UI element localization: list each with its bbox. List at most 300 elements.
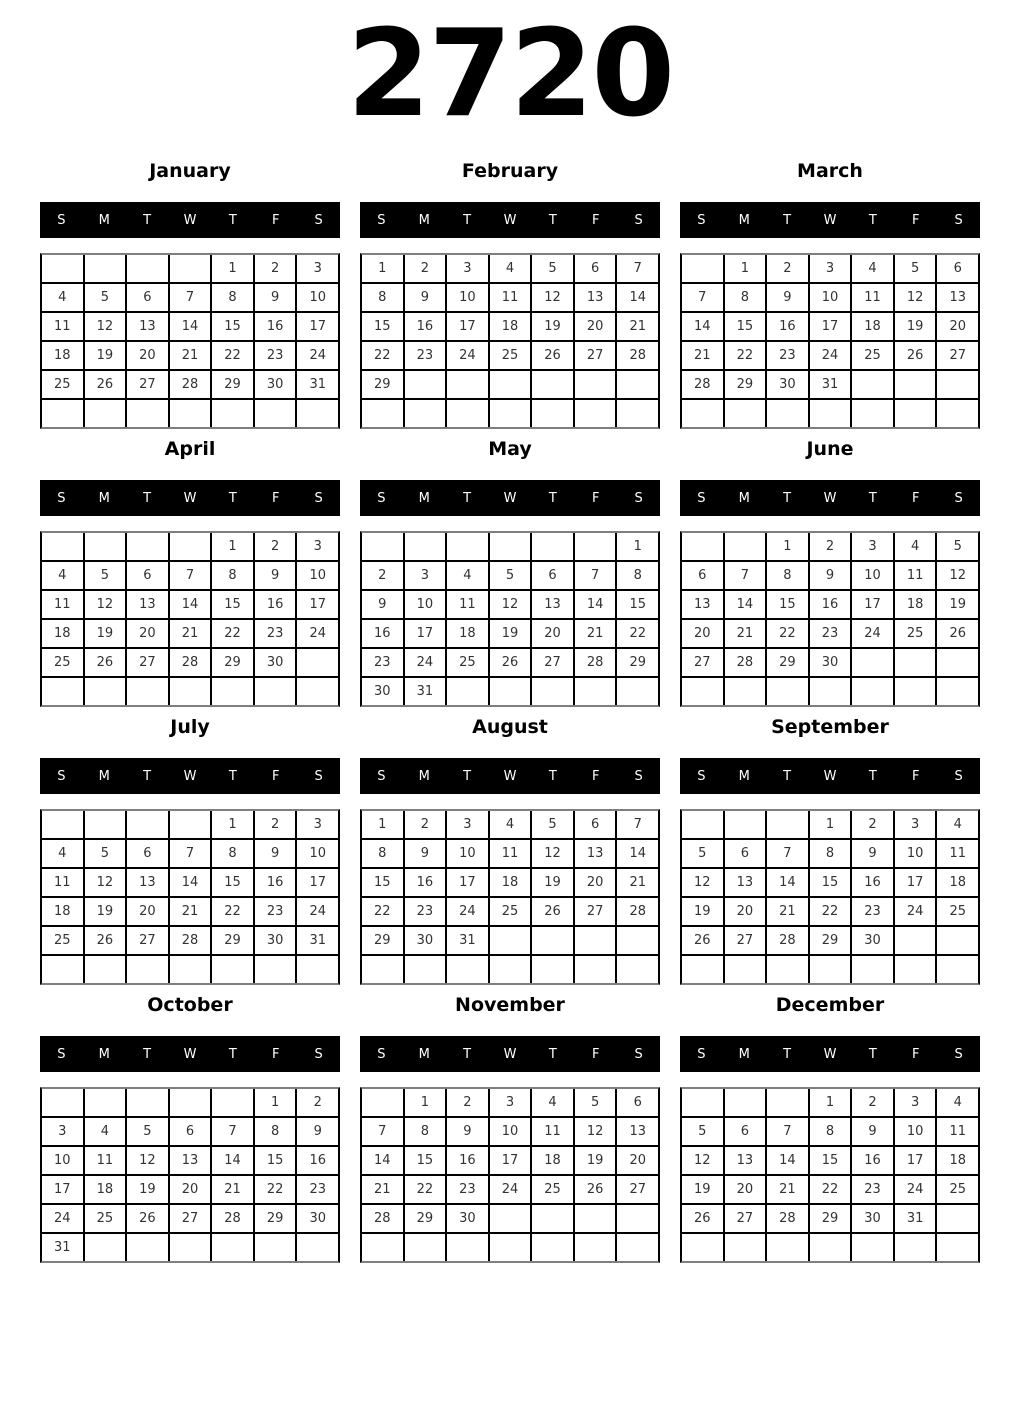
- empty-day-cell: [767, 811, 808, 838]
- day-header-cell: S: [634, 1046, 643, 1062]
- day-cell: 26: [575, 1176, 616, 1203]
- empty-day-cell: [255, 678, 296, 705]
- day-header-cell: W: [823, 768, 837, 784]
- day-cell: 4: [895, 533, 936, 560]
- day-header-bar: [360, 1036, 660, 1072]
- day-header-cell: M: [418, 212, 430, 228]
- day-cell: 19: [85, 342, 126, 369]
- day-cell: 21: [170, 342, 211, 369]
- day-cell: 8: [810, 840, 851, 867]
- day-cell: 14: [725, 591, 766, 618]
- empty-day-cell: [937, 927, 978, 954]
- day-cell: 13: [127, 869, 168, 896]
- day-cell: 10: [852, 562, 893, 589]
- day-header-cell: T: [228, 490, 237, 506]
- empty-day-cell: [767, 1234, 808, 1261]
- day-cell: 20: [617, 1147, 658, 1174]
- empty-day-cell: [682, 255, 723, 282]
- day-cell: 8: [255, 1118, 296, 1145]
- day-cell: 5: [532, 255, 573, 282]
- empty-day-cell: [297, 1234, 338, 1261]
- day-header-cell: W: [183, 1046, 197, 1062]
- day-header-cell: F: [591, 768, 600, 784]
- calendar-grid: [40, 1087, 340, 1263]
- day-cell: 19: [490, 620, 531, 647]
- day-cell: 3: [810, 255, 851, 282]
- empty-day-cell: [767, 678, 808, 705]
- day-cell: 15: [212, 313, 253, 340]
- month-block: [360, 160, 660, 429]
- day-header-cell: T: [143, 490, 152, 506]
- day-cell: 11: [490, 284, 531, 311]
- empty-day-cell: [895, 400, 936, 427]
- empty-day-cell: [852, 1234, 893, 1261]
- day-cell: 1: [362, 811, 403, 838]
- calendar-grid: [40, 531, 340, 707]
- day-cell: 16: [767, 313, 808, 340]
- empty-day-cell: [362, 1234, 403, 1261]
- day-cell: 11: [42, 591, 83, 618]
- day-cell: 30: [297, 1205, 338, 1232]
- day-header-cell: T: [228, 1046, 237, 1062]
- empty-day-cell: [42, 255, 83, 282]
- day-cell: 8: [405, 1118, 446, 1145]
- day-cell: 11: [42, 869, 83, 896]
- day-cell: 25: [447, 649, 488, 676]
- day-cell: 5: [490, 562, 531, 589]
- day-cell: 19: [937, 591, 978, 618]
- empty-day-cell: [725, 533, 766, 560]
- day-header-cell: W: [503, 490, 517, 506]
- empty-day-cell: [447, 533, 488, 560]
- day-header-cell: W: [503, 768, 517, 784]
- empty-day-cell: [362, 400, 403, 427]
- day-cell: 15: [362, 869, 403, 896]
- day-cell: 16: [405, 869, 446, 896]
- empty-day-cell: [405, 956, 446, 983]
- day-cell: 13: [170, 1147, 211, 1174]
- day-header-cell: S: [697, 212, 706, 228]
- empty-day-cell: [617, 678, 658, 705]
- day-cell: 10: [297, 284, 338, 311]
- day-cell: 6: [725, 1118, 766, 1145]
- day-header-cell: S: [697, 768, 706, 784]
- empty-day-cell: [532, 956, 573, 983]
- empty-day-cell: [85, 533, 126, 560]
- empty-day-cell: [532, 533, 573, 560]
- day-header-cell: W: [183, 490, 197, 506]
- empty-day-cell: [297, 400, 338, 427]
- empty-day-cell: [575, 1205, 616, 1232]
- empty-day-cell: [42, 678, 83, 705]
- month-title: December: [775, 994, 885, 1016]
- empty-day-cell: [937, 649, 978, 676]
- day-cell: 16: [852, 1147, 893, 1174]
- day-cell: 4: [532, 1089, 573, 1116]
- day-cell: 15: [255, 1147, 296, 1174]
- month-block: [360, 994, 660, 1263]
- day-cell: 12: [85, 313, 126, 340]
- day-cell: 27: [725, 1205, 766, 1232]
- day-cell: 17: [895, 869, 936, 896]
- empty-day-cell: [170, 956, 211, 983]
- day-cell: 16: [810, 591, 851, 618]
- day-cell: 22: [362, 898, 403, 925]
- day-cell: 6: [937, 255, 978, 282]
- day-cell: 21: [170, 898, 211, 925]
- day-cell: 13: [575, 284, 616, 311]
- day-cell: 3: [447, 255, 488, 282]
- day-cell: 29: [362, 927, 403, 954]
- day-cell: 1: [725, 255, 766, 282]
- day-header-cell: S: [377, 212, 386, 228]
- day-cell: 1: [405, 1089, 446, 1116]
- day-cell: 12: [85, 591, 126, 618]
- day-cell: 26: [937, 620, 978, 647]
- day-cell: 24: [895, 898, 936, 925]
- day-cell: 7: [617, 255, 658, 282]
- day-header-cell: S: [954, 768, 963, 784]
- day-header-cell: M: [738, 768, 750, 784]
- day-cell: 27: [127, 927, 168, 954]
- empty-day-cell: [617, 1234, 658, 1261]
- day-cell: 26: [85, 927, 126, 954]
- day-cell: 26: [85, 649, 126, 676]
- empty-day-cell: [170, 400, 211, 427]
- day-header-cell: T: [548, 212, 557, 228]
- day-cell: 18: [937, 1147, 978, 1174]
- day-cell: 30: [362, 678, 403, 705]
- day-cell: 5: [937, 533, 978, 560]
- day-cell: 3: [895, 1089, 936, 1116]
- calendar-grid: [360, 809, 660, 985]
- day-cell: 14: [362, 1147, 403, 1174]
- day-cell: 10: [297, 840, 338, 867]
- empty-day-cell: [212, 678, 253, 705]
- day-cell: 25: [937, 898, 978, 925]
- day-header-cell: S: [697, 490, 706, 506]
- day-header-cell: W: [183, 768, 197, 784]
- empty-day-cell: [895, 371, 936, 398]
- calendar-grid: [360, 253, 660, 429]
- day-header-cell: T: [463, 768, 472, 784]
- day-cell: 2: [297, 1089, 338, 1116]
- day-cell: 15: [617, 591, 658, 618]
- day-cell: 5: [575, 1089, 616, 1116]
- day-cell: 10: [447, 840, 488, 867]
- day-cell: 30: [255, 927, 296, 954]
- day-cell: 15: [810, 869, 851, 896]
- day-cell: 6: [127, 284, 168, 311]
- day-cell: 5: [895, 255, 936, 282]
- empty-day-cell: [255, 1234, 296, 1261]
- empty-day-cell: [447, 678, 488, 705]
- day-cell: 16: [852, 869, 893, 896]
- day-header-cell: T: [868, 768, 877, 784]
- day-header-bar: [680, 202, 980, 238]
- empty-day-cell: [725, 956, 766, 983]
- day-cell: 17: [297, 313, 338, 340]
- day-header-cell: T: [228, 768, 237, 784]
- day-cell: 9: [405, 284, 446, 311]
- day-cell: 31: [297, 371, 338, 398]
- empty-day-cell: [255, 956, 296, 983]
- empty-day-cell: [767, 400, 808, 427]
- empty-day-cell: [490, 956, 531, 983]
- empty-day-cell: [490, 371, 531, 398]
- day-cell: 28: [575, 649, 616, 676]
- day-header-cell: S: [57, 768, 66, 784]
- day-header-bar: [40, 758, 340, 794]
- day-cell: 11: [937, 840, 978, 867]
- day-cell: 31: [810, 371, 851, 398]
- day-cell: 15: [362, 313, 403, 340]
- day-cell: 10: [810, 284, 851, 311]
- empty-day-cell: [362, 956, 403, 983]
- day-cell: 23: [810, 620, 851, 647]
- day-cell: 1: [617, 533, 658, 560]
- day-cell: 9: [297, 1118, 338, 1145]
- day-cell: 29: [362, 371, 403, 398]
- day-cell: 26: [85, 371, 126, 398]
- day-cell: 31: [42, 1234, 83, 1261]
- day-cell: 20: [575, 869, 616, 896]
- day-header-cell: S: [954, 1046, 963, 1062]
- day-cell: 14: [575, 591, 616, 618]
- empty-day-cell: [617, 371, 658, 398]
- day-cell: 27: [617, 1176, 658, 1203]
- day-header-bar: [360, 202, 660, 238]
- day-header-cell: W: [823, 490, 837, 506]
- day-cell: 2: [852, 1089, 893, 1116]
- day-cell: 1: [767, 533, 808, 560]
- day-cell: 17: [405, 620, 446, 647]
- day-cell: 26: [532, 342, 573, 369]
- day-cell: 3: [895, 811, 936, 838]
- day-cell: 15: [212, 869, 253, 896]
- day-header-cell: S: [634, 768, 643, 784]
- day-cell: 21: [362, 1176, 403, 1203]
- day-cell: 22: [617, 620, 658, 647]
- day-cell: 2: [362, 562, 403, 589]
- day-cell: 13: [127, 313, 168, 340]
- day-cell: 14: [212, 1147, 253, 1174]
- empty-day-cell: [575, 1234, 616, 1261]
- empty-day-cell: [682, 533, 723, 560]
- day-cell: 25: [937, 1176, 978, 1203]
- day-cell: 20: [127, 620, 168, 647]
- day-cell: 1: [212, 811, 253, 838]
- day-header-bar: [680, 480, 980, 516]
- day-header-cell: F: [911, 212, 920, 228]
- day-cell: 22: [212, 898, 253, 925]
- day-header-cell: W: [823, 212, 837, 228]
- empty-day-cell: [767, 1089, 808, 1116]
- calendar-grid: [680, 809, 980, 985]
- calendar-grid: [360, 531, 660, 707]
- day-cell: 8: [362, 284, 403, 311]
- day-cell: 30: [255, 371, 296, 398]
- day-cell: 4: [42, 840, 83, 867]
- calendar-grid: [360, 1087, 660, 1263]
- day-cell: 22: [810, 1176, 851, 1203]
- day-header-cell: M: [418, 768, 430, 784]
- day-cell: 22: [212, 342, 253, 369]
- empty-day-cell: [532, 1234, 573, 1261]
- day-cell: 19: [85, 898, 126, 925]
- empty-day-cell: [405, 533, 446, 560]
- day-cell: 14: [170, 869, 211, 896]
- day-cell: 11: [447, 591, 488, 618]
- month-block: [680, 994, 980, 1263]
- day-cell: 24: [852, 620, 893, 647]
- day-header-cell: M: [98, 490, 110, 506]
- day-cell: 21: [617, 869, 658, 896]
- empty-day-cell: [575, 371, 616, 398]
- day-header-bar: [40, 1036, 340, 1072]
- day-cell: 26: [682, 1205, 723, 1232]
- month-block: [360, 438, 660, 707]
- empty-day-cell: [575, 927, 616, 954]
- day-cell: 9: [405, 840, 446, 867]
- day-header-cell: S: [314, 768, 323, 784]
- day-cell: 4: [85, 1118, 126, 1145]
- day-header-cell: S: [314, 1046, 323, 1062]
- empty-day-cell: [575, 533, 616, 560]
- empty-day-cell: [532, 678, 573, 705]
- day-cell: 7: [767, 840, 808, 867]
- day-cell: 26: [127, 1205, 168, 1232]
- day-header-cell: S: [57, 1046, 66, 1062]
- empty-day-cell: [85, 1089, 126, 1116]
- day-header-cell: T: [783, 768, 792, 784]
- day-cell: 18: [490, 313, 531, 340]
- month-title: January: [149, 160, 231, 182]
- empty-day-cell: [490, 1205, 531, 1232]
- day-cell: 28: [682, 371, 723, 398]
- day-header-cell: T: [143, 1046, 152, 1062]
- day-cell: 24: [490, 1176, 531, 1203]
- empty-day-cell: [617, 927, 658, 954]
- day-cell: 5: [127, 1118, 168, 1145]
- day-cell: 7: [212, 1118, 253, 1145]
- empty-day-cell: [490, 1234, 531, 1261]
- day-header-cell: S: [377, 1046, 386, 1062]
- empty-day-cell: [212, 1089, 253, 1116]
- day-cell: 18: [895, 591, 936, 618]
- empty-day-cell: [447, 400, 488, 427]
- month-block: [360, 716, 660, 985]
- day-cell: 11: [532, 1118, 573, 1145]
- empty-day-cell: [490, 400, 531, 427]
- day-cell: 11: [852, 284, 893, 311]
- month-block: [680, 716, 980, 985]
- month-title: March: [797, 160, 863, 182]
- day-cell: 29: [810, 927, 851, 954]
- day-cell: 12: [532, 284, 573, 311]
- day-cell: 21: [767, 1176, 808, 1203]
- empty-day-cell: [617, 956, 658, 983]
- empty-day-cell: [937, 678, 978, 705]
- day-cell: 3: [297, 533, 338, 560]
- day-cell: 26: [490, 649, 531, 676]
- empty-day-cell: [575, 956, 616, 983]
- day-header-cell: T: [868, 212, 877, 228]
- day-cell: 20: [682, 620, 723, 647]
- day-cell: 24: [297, 342, 338, 369]
- day-cell: 13: [725, 869, 766, 896]
- day-cell: 14: [682, 313, 723, 340]
- day-cell: 3: [490, 1089, 531, 1116]
- day-cell: 12: [532, 840, 573, 867]
- day-header-cell: F: [271, 1046, 280, 1062]
- day-cell: 4: [937, 811, 978, 838]
- day-cell: 22: [212, 620, 253, 647]
- day-cell: 29: [810, 1205, 851, 1232]
- empty-day-cell: [447, 371, 488, 398]
- day-cell: 12: [490, 591, 531, 618]
- empty-day-cell: [212, 1234, 253, 1261]
- day-cell: 30: [852, 1205, 893, 1232]
- day-cell: 18: [937, 869, 978, 896]
- day-cell: 26: [532, 898, 573, 925]
- day-cell: 9: [255, 562, 296, 589]
- day-header-cell: T: [868, 1046, 877, 1062]
- empty-day-cell: [895, 927, 936, 954]
- day-cell: 24: [297, 898, 338, 925]
- day-cell: 8: [212, 840, 253, 867]
- day-cell: 9: [767, 284, 808, 311]
- empty-day-cell: [447, 1234, 488, 1261]
- day-cell: 7: [170, 284, 211, 311]
- day-cell: 31: [895, 1205, 936, 1232]
- day-cell: 8: [617, 562, 658, 589]
- day-cell: 15: [725, 313, 766, 340]
- day-header-cell: T: [463, 212, 472, 228]
- day-cell: 12: [682, 1147, 723, 1174]
- empty-day-cell: [85, 956, 126, 983]
- day-cell: 20: [937, 313, 978, 340]
- day-cell: 28: [725, 649, 766, 676]
- day-cell: 8: [810, 1118, 851, 1145]
- day-cell: 14: [170, 591, 211, 618]
- day-header-bar: [40, 480, 340, 516]
- day-header-cell: F: [271, 490, 280, 506]
- day-header-cell: F: [591, 212, 600, 228]
- empty-day-cell: [532, 371, 573, 398]
- day-cell: 30: [810, 649, 851, 676]
- day-header-bar: [680, 758, 980, 794]
- day-cell: 1: [362, 255, 403, 282]
- day-header-cell: S: [954, 212, 963, 228]
- day-cell: 27: [575, 898, 616, 925]
- month-block: [680, 438, 980, 707]
- day-cell: 17: [297, 869, 338, 896]
- day-cell: 11: [85, 1147, 126, 1174]
- day-cell: 20: [127, 898, 168, 925]
- day-cell: 28: [212, 1205, 253, 1232]
- empty-day-cell: [895, 1234, 936, 1261]
- empty-day-cell: [617, 1205, 658, 1232]
- day-cell: 25: [895, 620, 936, 647]
- day-cell: 25: [490, 342, 531, 369]
- day-cell: 20: [532, 620, 573, 647]
- day-cell: 4: [42, 284, 83, 311]
- day-cell: 7: [170, 840, 211, 867]
- day-cell: 16: [362, 620, 403, 647]
- day-cell: 31: [447, 927, 488, 954]
- empty-day-cell: [170, 1234, 211, 1261]
